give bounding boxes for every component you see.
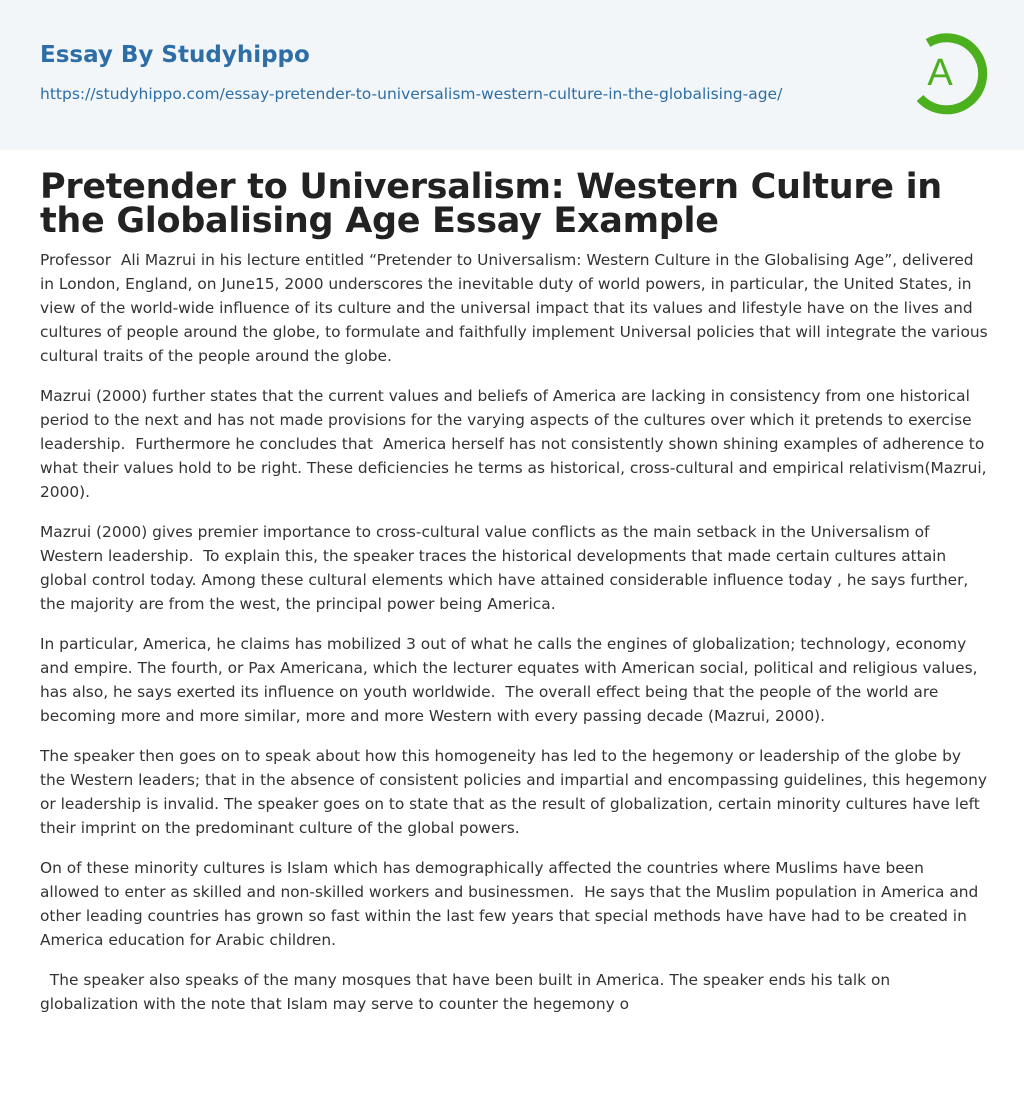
essay-paragraph: Mazrui (2000) gives premier importance to cross-cultural value conflicts as the main setback in the Universalism of Western leadership. To explain this, the speaker traces the historical developments that made certain cultures attain global control today. Among these cultural elements which have attained considerable influence today , he says further, the majority are from the west, the principal power being America. [40, 523, 974, 613]
essay-paragraph: The speaker then goes on to speak about how this homogeneity has led to the hegemony or leadership of the globe by the Western leaders; that in the absence of consistent policies and impartial and encompassing guidelines, this hegemony or leadership is invalid. The speaker goes on to state that as the result of globalization, certain minority cultures have left their imprint on the predominant culture of the global powers. [40, 747, 992, 837]
essay-paragraph: Professor Ali Mazrui in his lecture entitled “Pretender to Universalism: Western Culture in the Globalising Age”, delivered in London, England, on June15, 2000 underscores the inevitable duty of world powers, in particular, the United States, in view of the world-wide influence of its culture and the universal impact that its values and lifestyle have on the lives and cultures of people around the globe, to formulate and faithfully implement Universal policies that will integrate the various cultural traits of the people around the globe. [40, 251, 993, 365]
studyhippo-logo-icon[interactable] [902, 28, 988, 116]
essay-paragraph: Mazrui (2000) further states that the current values and beliefs of America are lacking in consistency from one historical period to the next and has not made provisions for the varying aspects of the cultures over which it pretends to exercise leadership. Furthermore he concludes that America herself has not consistently shown shining examples of adherence to what their values hold to be right. These deficiencies he terms as historical, cross-cultural and empirical relativism(Mazrui, 2000). [40, 387, 992, 501]
site-brand[interactable]: Essay By Studyhippo [40, 42, 310, 68]
essay-paragraph: On of these minority cultures is Islam which has demographically affected the countries where Muslims have been allowed to enter as skilled and non-skilled workers and businessmen. He says that the Muslim population in America and other leading countries has grown so fast within the last few years that special methods have have had to be created in America education for Arabic children. [40, 859, 984, 949]
logo-letter: A [927, 52, 953, 94]
site-header [0, 0, 1024, 150]
essay-content [40, 167, 993, 1032]
essay-paragraph: In particular, America, he claims has mobilized 3 out of what he calls the engines of globalization; technology, economy and empire. The fourth, or Pax Americana, which the lecturer equates with American social, political and religious values, has also, he says exerted its influence on youth worldwide. The overall effect being that the people of the world are becoming more and more similar, more and more Western with every passing decade (Mazrui, 2000). [40, 635, 988, 725]
essay-paragraph: The speaker also speaks of the many mosques that have been built in America. The speaker ends his talk on globalization with the note that Islam may serve to counter the hegemony o [40, 971, 896, 1013]
essay-title: Pretender to Universalism: Western Culture in the Globalising Age Essay Example [40, 167, 942, 241]
essay-url-link[interactable]: https://studyhippo.com/essay-pretender-to-universalism-western-culture-in-the-globalising-age/ [40, 85, 783, 103]
